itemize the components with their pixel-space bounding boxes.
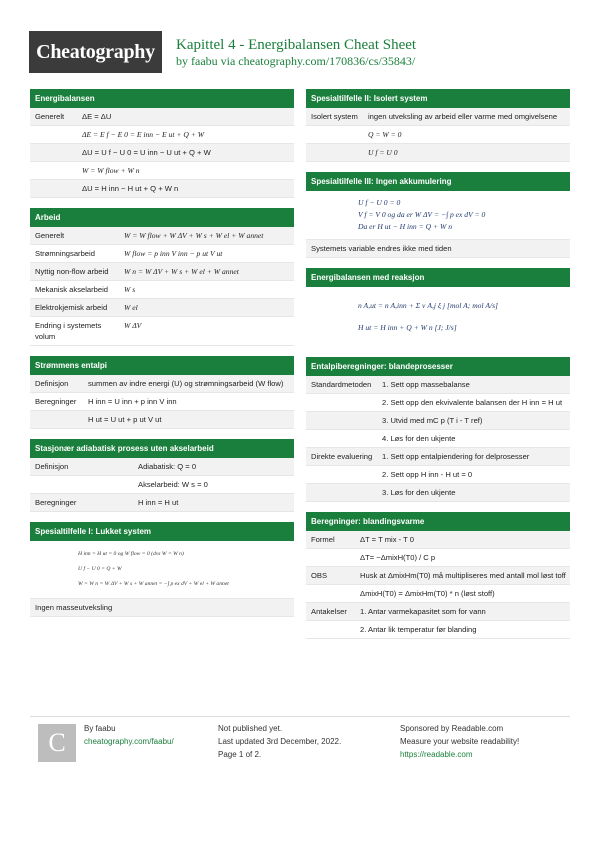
table-row bbox=[30, 263, 294, 281]
row-key: Formel bbox=[311, 535, 335, 544]
table-row bbox=[306, 394, 570, 412]
table-row bbox=[30, 317, 294, 346]
row-value: 3. Løs for den ukjente bbox=[382, 488, 456, 497]
formula-block bbox=[30, 541, 294, 598]
row-key: Generelt bbox=[35, 112, 65, 121]
row-value: ΔU = U f − U 0 = U inn − U ut + Q + W bbox=[82, 148, 211, 157]
table-row bbox=[30, 180, 294, 198]
author-link[interactable]: cheatography.com/faabu/ bbox=[84, 737, 174, 746]
row-value: ΔE = E f − E 0 = E inn − E ut + Q + W bbox=[82, 130, 205, 139]
section-arbeid bbox=[30, 208, 294, 346]
row-value: H inn = U inn + p inn V inn bbox=[88, 397, 177, 406]
row-key: Beregninger bbox=[35, 498, 77, 507]
table-row bbox=[306, 108, 570, 126]
cheatography-c-icon: C bbox=[38, 724, 76, 762]
row-value: 2. Antar lik temperatur før blanding bbox=[360, 625, 477, 634]
page-title: Kapittel 4 - Energibalansen Cheat Sheet bbox=[176, 37, 417, 53]
section-title: Arbeid bbox=[30, 208, 294, 227]
section-stasjonar bbox=[30, 439, 294, 512]
row-value: 1. Sett opp entalpiendering for delprosesser bbox=[382, 452, 530, 461]
section-reaksjon bbox=[306, 268, 570, 347]
row-key: Direkte evaluering bbox=[311, 452, 373, 461]
table-row bbox=[30, 299, 294, 317]
section-blandingsvarme bbox=[306, 512, 570, 639]
table-row bbox=[306, 603, 570, 621]
section-title: Stasjonær adiabatisk prosess uten akselarbeid bbox=[30, 439, 294, 458]
sponsor-text: Sponsored by Readable.com bbox=[400, 724, 504, 733]
section-akkumulering bbox=[306, 172, 570, 258]
formula-line: W = W n = W ΔV + W s + W annet = −∫ p ex dV + W el + W annet bbox=[78, 581, 229, 587]
section-title: Spesialtilfelle III: Ingen akkumulering bbox=[306, 172, 570, 191]
table-row bbox=[306, 412, 570, 430]
row-value: 2. Sett opp H inn - H ut = 0 bbox=[382, 470, 473, 479]
table-row bbox=[30, 126, 294, 144]
table-row bbox=[306, 448, 570, 466]
table-row bbox=[306, 567, 570, 585]
row-value: 1. Sett opp massebalanse bbox=[382, 380, 470, 389]
row-key: Generelt bbox=[35, 231, 65, 240]
formula-line: n A,ut = n A,inn + Σ ν A,j ξ j [mol A; mol A/s] bbox=[358, 301, 499, 310]
table-row bbox=[306, 126, 570, 144]
publish-status: Not published yet. bbox=[218, 724, 283, 733]
section-entalpi bbox=[30, 356, 294, 429]
section-title: Spesialtilfelle I: Lukket system bbox=[30, 522, 294, 541]
row-key: Beregninger bbox=[35, 397, 77, 406]
section-title: Strømmens entalpi bbox=[30, 356, 294, 375]
table-row bbox=[30, 108, 294, 126]
row-key: Strømningsarbeid bbox=[35, 249, 95, 258]
formula-block bbox=[306, 287, 570, 347]
row-value: H inn = H ut bbox=[138, 498, 179, 507]
row-key: OBS bbox=[311, 571, 328, 580]
row-value: ΔT = T mix - T 0 bbox=[360, 535, 414, 544]
table-row bbox=[30, 393, 294, 411]
row-value: W ΔV bbox=[124, 321, 142, 330]
row-value: ingen utveksling av arbeid eller varme med omgivelsene bbox=[368, 112, 558, 121]
section-lukket bbox=[30, 522, 294, 617]
row-key: Mekanisk akselarbeid bbox=[35, 285, 109, 294]
table-row bbox=[306, 144, 570, 162]
table-row bbox=[30, 245, 294, 263]
row-value: ΔE = ΔU bbox=[82, 112, 112, 121]
section-title: Energibalansen bbox=[30, 89, 294, 108]
formula-block bbox=[306, 191, 570, 239]
row-value: Husk at ΔmixHm(T0) må multipliseres med antall mol løst toff bbox=[360, 571, 566, 580]
table-row bbox=[30, 458, 294, 476]
row-value: Systemets variable endres ikke med tiden bbox=[311, 244, 452, 253]
formula-line: U f − U 0 = 0 bbox=[358, 198, 401, 207]
table-row bbox=[306, 531, 570, 549]
row-value: Ingen masseutveksling bbox=[35, 603, 113, 612]
row-value: ΔT= −ΔmixH(T0) / C p bbox=[360, 553, 436, 562]
section-isolert bbox=[306, 89, 570, 162]
byline-link[interactable]: by faabu via cheatography.com/170836/cs/35843/ bbox=[176, 54, 416, 68]
formula-line: H inn = H ut = 0 og W flow = 0 (dvs W = W n) bbox=[78, 551, 184, 557]
formula-line: Da er H ut − H inn = Q + W n bbox=[358, 222, 453, 231]
footer-sponsor bbox=[400, 722, 519, 761]
row-value: Q = W = 0 bbox=[368, 130, 402, 139]
row-key: Standardmetoden bbox=[311, 380, 372, 389]
table-row bbox=[30, 411, 294, 429]
row-value: W n = W ΔV + W s + W el + W annet bbox=[124, 267, 239, 276]
table-row bbox=[306, 430, 570, 448]
table-row bbox=[30, 476, 294, 494]
formula-line: U f − U 0 = Q + W bbox=[78, 566, 122, 572]
table-row bbox=[306, 549, 570, 567]
table-row bbox=[30, 598, 294, 617]
table-row bbox=[30, 227, 294, 245]
table-row bbox=[306, 484, 570, 502]
cheatography-logo[interactable]: Cheatography bbox=[29, 31, 162, 73]
row-value: 1. Antar varmekapasitet som for vann bbox=[360, 607, 486, 616]
section-title: Entalpiberegninger: blandeprosesser bbox=[306, 357, 570, 376]
section-blande bbox=[306, 357, 570, 502]
section-title: Spesialtilfelle II: Isolert system bbox=[306, 89, 570, 108]
section-title: Beregninger: blandingsvarme bbox=[306, 512, 570, 531]
formula-line: V f = V 0 og da er W ΔV = −∫ p ex dV = 0 bbox=[358, 210, 486, 219]
row-key: Antakelser bbox=[311, 607, 347, 616]
row-key: Isolert system bbox=[311, 112, 358, 121]
row-value: H ut = U ut + p ut V ut bbox=[88, 415, 162, 424]
author-name: By faabu bbox=[84, 724, 116, 733]
row-value: ΔU = H inn − H ut + Q + W n bbox=[82, 184, 179, 193]
sponsor-tagline: Measure your website readability! bbox=[400, 737, 520, 746]
page-number: Page 1 of 2. bbox=[218, 750, 262, 759]
row-key: Nyttig non-flow arbeid bbox=[35, 267, 109, 276]
formula-line: H ut = H inn + Q + W n [J; J/s] bbox=[358, 323, 457, 332]
row-key: Elektrokjemisk arbeid bbox=[35, 303, 108, 312]
last-updated: Last updated 3rd December, 2022. bbox=[218, 737, 342, 746]
section-title: Energibalansen med reaksjon bbox=[306, 268, 570, 287]
section-energibalansen bbox=[30, 89, 294, 198]
table-row bbox=[306, 239, 570, 258]
row-value: summen av indre energi (U) og strømningsarbeid (W flow) bbox=[88, 379, 284, 388]
row-key: Definisjon bbox=[35, 379, 69, 388]
row-value: 2. Sett opp den ekvivalente balansen der H inn = H ut bbox=[382, 398, 563, 407]
table-row bbox=[306, 585, 570, 603]
table-row bbox=[306, 376, 570, 394]
table-row bbox=[306, 621, 570, 639]
row-value: Adiabatisk: Q = 0 bbox=[138, 462, 197, 471]
row-value: W = W flow + W n bbox=[82, 166, 140, 175]
footer-status bbox=[218, 722, 341, 761]
table-row bbox=[30, 144, 294, 162]
table-row bbox=[306, 466, 570, 484]
row-value: U f = U 0 bbox=[368, 148, 398, 157]
footer-author bbox=[84, 722, 174, 748]
row-value: 4. Løs for den ukjente bbox=[382, 434, 456, 443]
row-value: W el bbox=[124, 303, 138, 312]
footer bbox=[30, 716, 570, 772]
row-key: Endring i systemets volum bbox=[35, 321, 102, 341]
row-value: W s bbox=[124, 285, 136, 294]
table-row bbox=[30, 494, 294, 512]
row-value: Akselarbeid: W s = 0 bbox=[138, 480, 208, 489]
row-key: Definisjon bbox=[35, 462, 69, 471]
sponsor-link[interactable]: https://readable.com bbox=[400, 750, 473, 759]
table-row bbox=[30, 375, 294, 393]
row-value: W flow = p inn V inn − p ut V ut bbox=[124, 249, 223, 258]
row-value: W = W flow + W ΔV + W s + W el + W annet bbox=[124, 231, 264, 240]
table-row bbox=[30, 281, 294, 299]
row-value: ΔmixH(T0) = ΔmixHm(T0) * n (løst stoff) bbox=[360, 589, 495, 598]
table-row bbox=[30, 162, 294, 180]
row-value: 3. Utvid med mC p (T i - T ref) bbox=[382, 416, 483, 425]
